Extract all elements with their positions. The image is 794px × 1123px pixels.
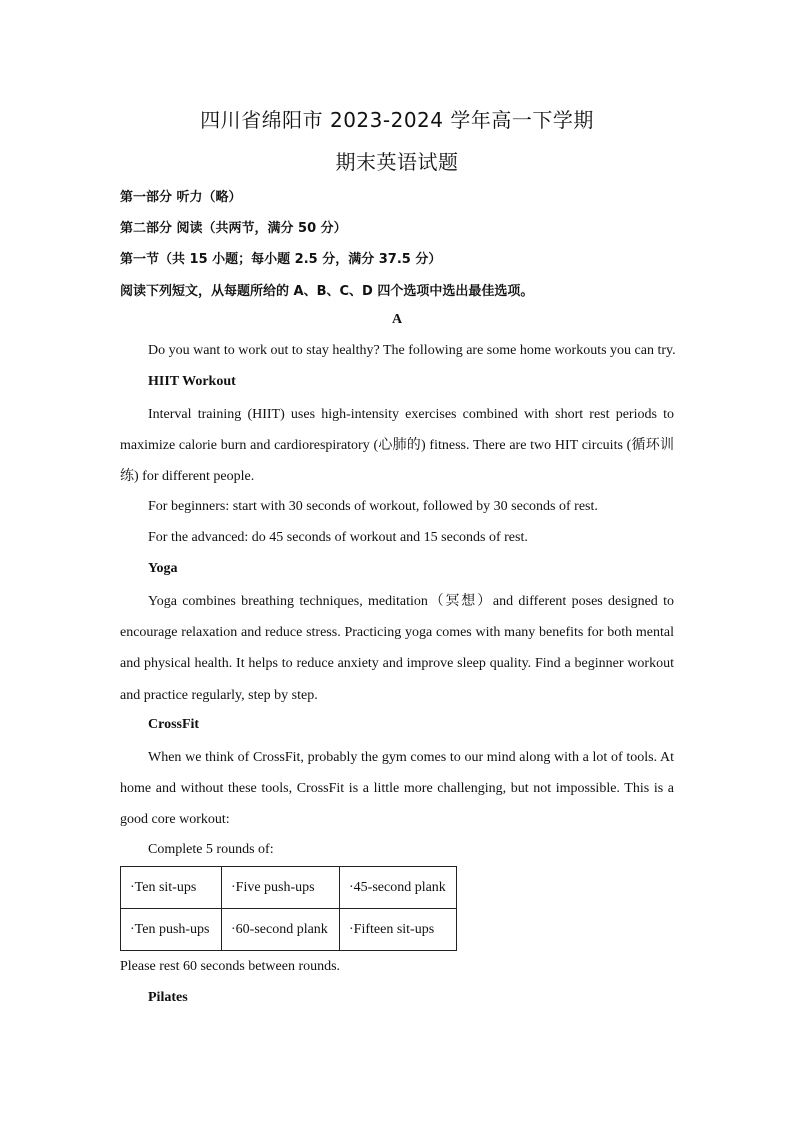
- crossfit-rest-note: Please rest 60 seconds between rounds.: [120, 959, 341, 974]
- table-cell: ·45-second plank: [340, 867, 457, 909]
- table-row: [121, 867, 457, 909]
- hiit-beginners: For beginners: start with 30 seconds of workout, followed by 30 seconds of rest.: [148, 499, 598, 514]
- hiit-paragraph: Interval training (HIIT) uses high-intensity exercises combined with short rest periods to maximize calorie burn and cardiorespiratory (心肺的) fitness. There are two HIT circuits (循环训练) for different people.: [120, 407, 674, 485]
- crossfit-paragraph: When we think of CrossFit, probably the gym comes to our mind along with a lot of tools. At home and without these tools, CrossFit is a little more challenging, but not impossible. This is a good core workout:: [120, 750, 674, 828]
- table-row: [121, 909, 457, 951]
- yoga-paragraph: Yoga combines breathing techniques, meditation（冥想）and different poses designed to encourage relaxation and reduce stress. Practicing yoga comes with many benefits for both mental and physical health. It helps to reduce anxiety and improve sleep quality. Find a beginner workout and practice regularly, step by step.: [120, 594, 674, 703]
- crossfit-heading: CrossFit: [148, 717, 200, 732]
- passage-intro: Do you want to work out to stay healthy? The following are some home workouts you can try.: [148, 343, 676, 358]
- table-cell: ·Ten push-ups: [121, 909, 222, 951]
- crossfit-rounds-label: Complete 5 rounds of:: [148, 842, 274, 857]
- table-cell: ·Five push-ups: [222, 867, 340, 909]
- hiit-advanced: For the advanced: do 45 seconds of workout and 15 seconds of rest.: [148, 530, 528, 545]
- table-cell: ·Fifteen sit-ups: [340, 909, 457, 951]
- passage-letter: A: [391, 312, 403, 327]
- part2-heading: 第二部分 阅读（共两节，满分 50 分）: [120, 221, 347, 236]
- hiit-heading: HIIT Workout: [148, 374, 236, 389]
- table-cell: ·Ten sit-ups: [121, 867, 222, 909]
- document-title: 四川省绵阳市 2023-2024 学年高一下学期: [200, 108, 594, 132]
- document-subtitle: 期末英语试题: [335, 150, 459, 174]
- crossfit-exercise-table: [120, 866, 457, 951]
- pilates-heading: Pilates: [148, 990, 188, 1005]
- section1-heading: 第一节（共 15 小题；每小题 2.5 分，满分 37.5 分）: [120, 252, 442, 267]
- table-cell: ·60-second plank: [222, 909, 340, 951]
- reading-instruction: 阅读下列短文，从每题所给的 A、B、C、D 四个选项中选出最佳选项。: [120, 284, 534, 299]
- part1-heading: 第一部分 听力（略）: [120, 190, 242, 205]
- yoga-heading: Yoga: [148, 561, 178, 576]
